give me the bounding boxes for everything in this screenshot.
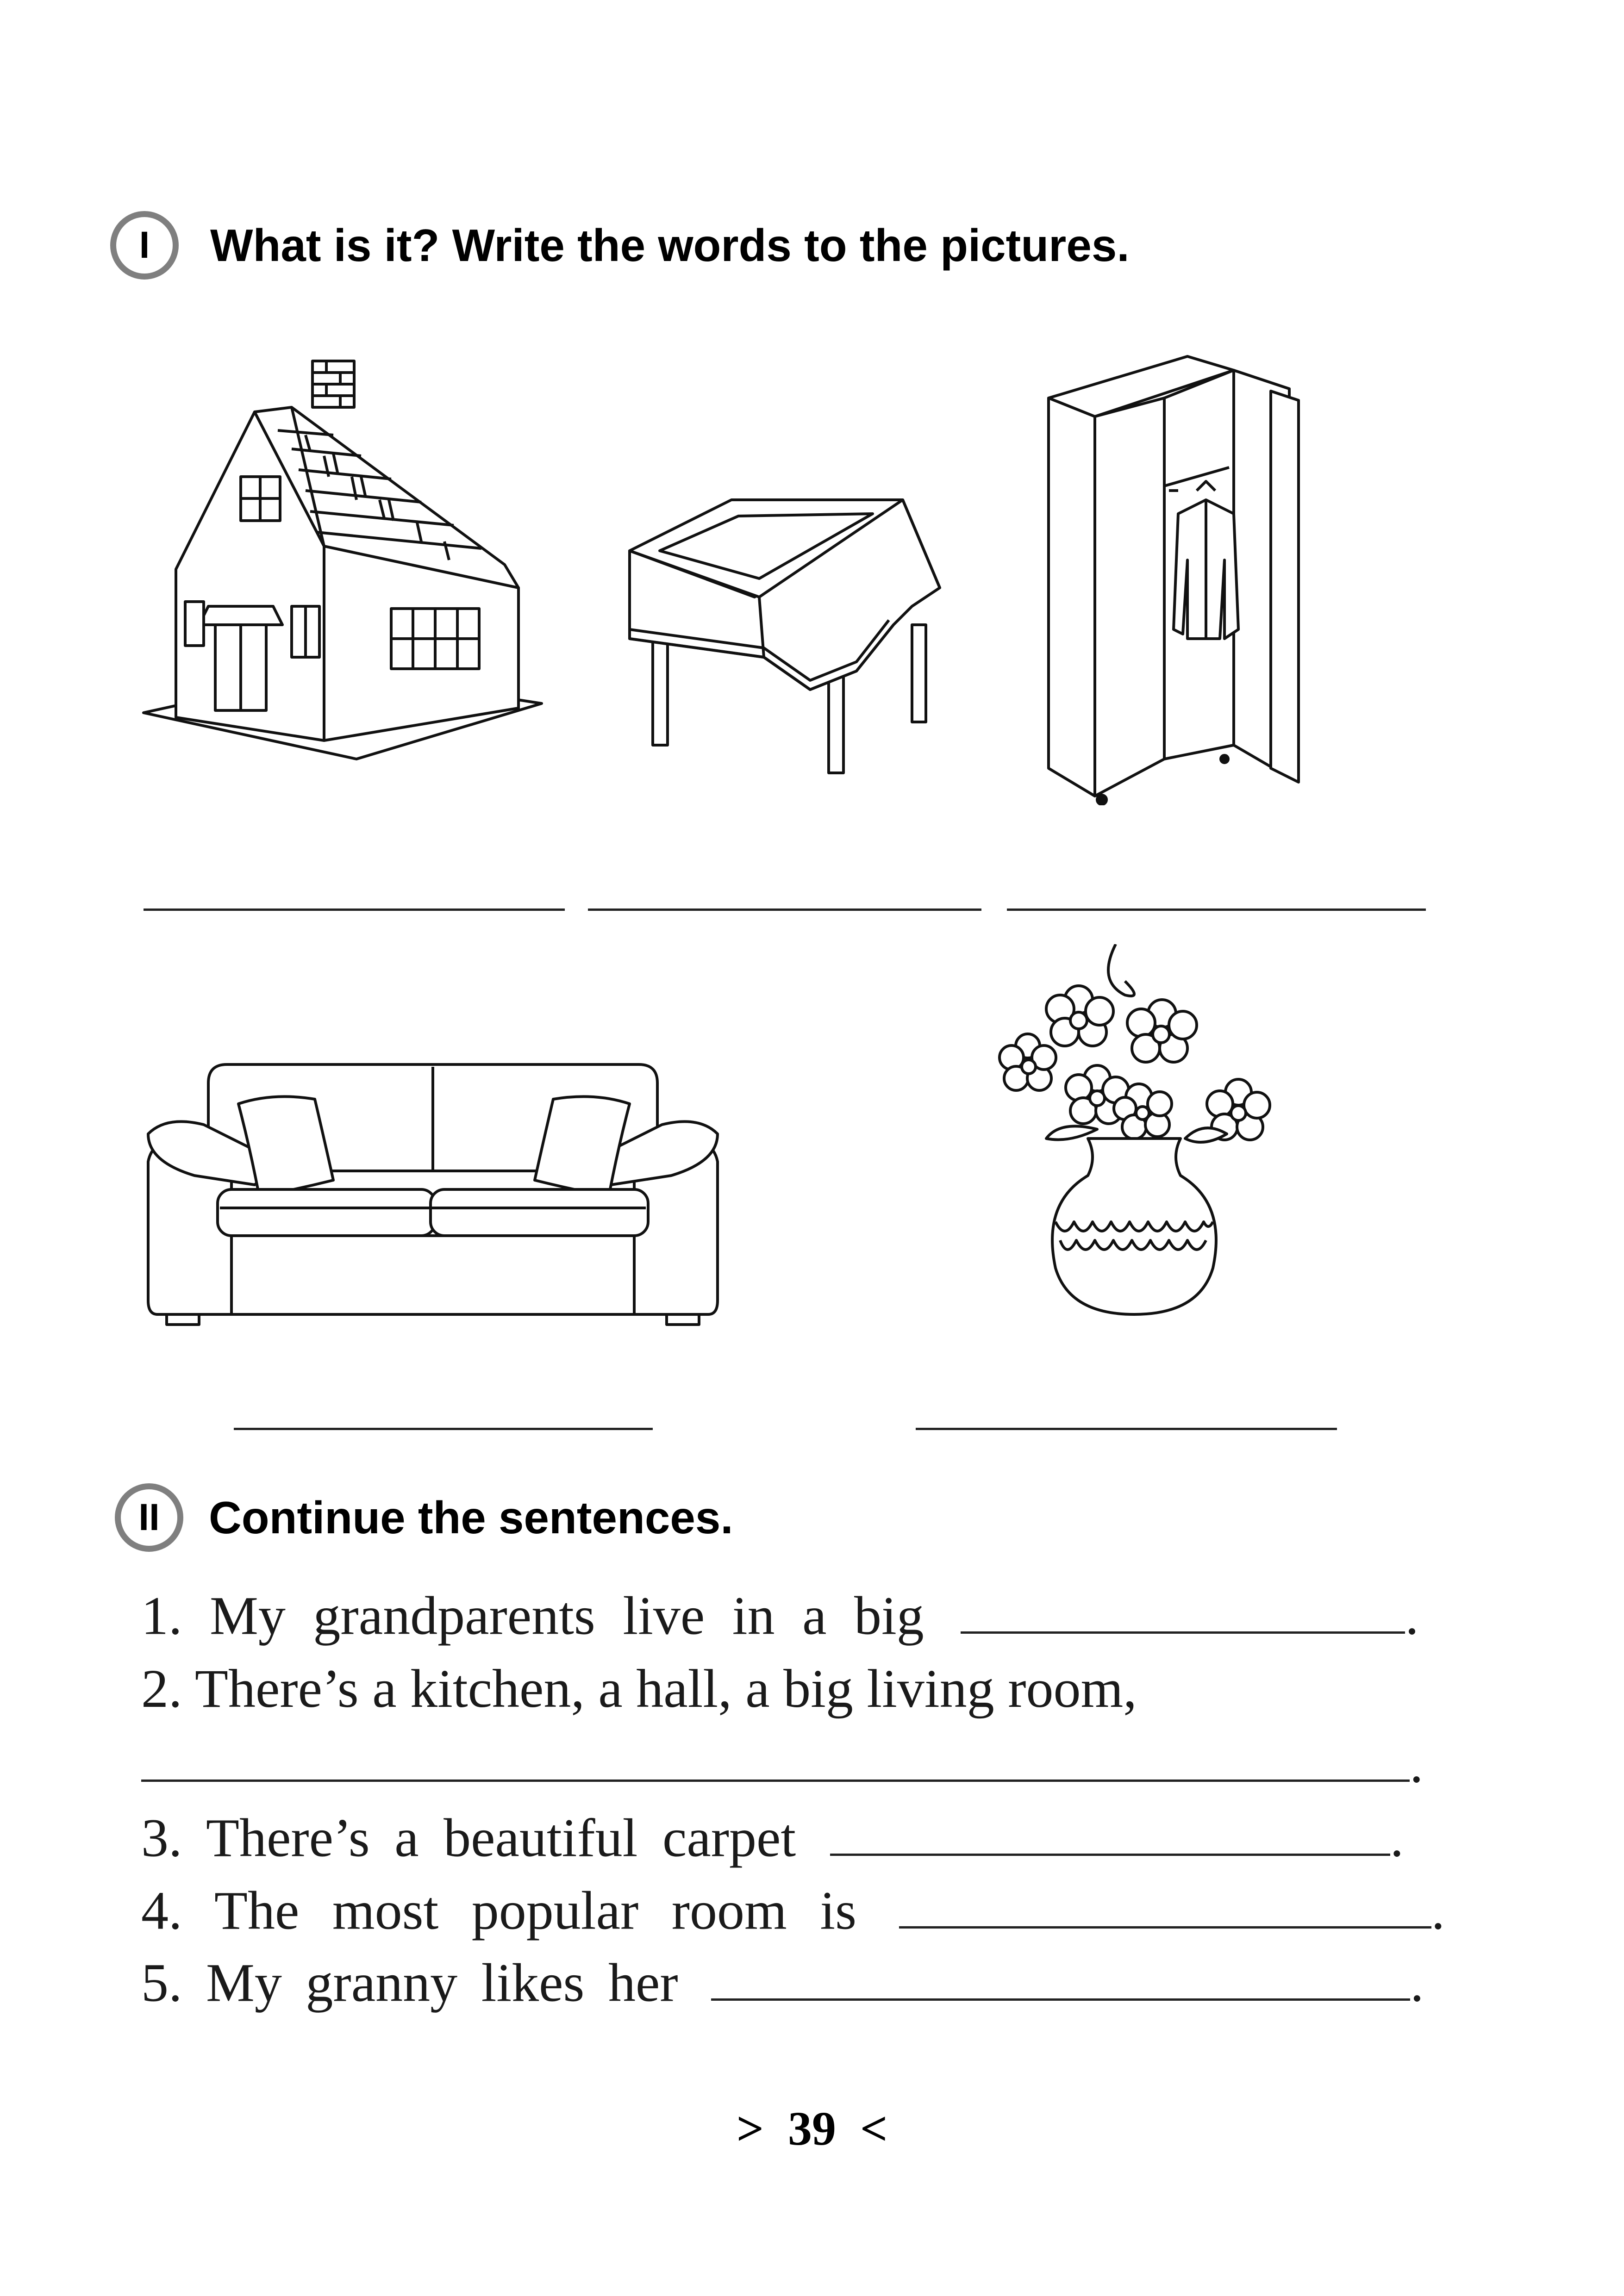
sentence-5-end: . xyxy=(1410,1952,1424,2013)
exercise-2-instruction: Continue the sentences. xyxy=(209,1492,733,1543)
sentence-4-blank[interactable] xyxy=(899,1880,1431,1929)
sentence-1-blank[interactable] xyxy=(961,1585,1405,1634)
sentence-2-continuation xyxy=(141,1733,1424,1794)
exercise-1-heading xyxy=(110,211,1130,280)
sentence-3-text: 3. There’s a beautiful carpet xyxy=(141,1807,796,1868)
exercise-2-heading xyxy=(115,1483,733,1552)
sentence-2 xyxy=(141,1658,1137,1719)
answer-line-house[interactable] xyxy=(144,908,565,911)
sofa-picture xyxy=(139,1055,727,1328)
sentence-5 xyxy=(141,1952,1424,2013)
sentence-2-end: . xyxy=(1410,1733,1424,1794)
house-picture xyxy=(139,352,546,768)
exercise-1-number-badge: I xyxy=(110,211,179,280)
sentence-4 xyxy=(141,1880,1445,1941)
answer-line-sofa[interactable] xyxy=(234,1428,653,1430)
sentence-5-blank[interactable] xyxy=(711,1952,1410,2001)
sentence-1 xyxy=(141,1585,1419,1646)
sentence-4-text: 4. The most popular room is xyxy=(141,1880,857,1941)
page-number: > 39 < xyxy=(736,2102,888,2155)
exercise-2-number-badge: II xyxy=(115,1483,183,1552)
sentence-2-blank[interactable] xyxy=(141,1733,1410,1782)
answer-line-table[interactable] xyxy=(588,908,981,911)
vase-with-flowers-picture xyxy=(986,944,1310,1324)
sentence-2-text: 2. There’s a kitchen, a hall, a big living room, xyxy=(141,1658,1137,1719)
sentence-1-end: . xyxy=(1405,1585,1419,1646)
answer-line-wardrobe[interactable] xyxy=(1007,908,1426,911)
wardrobe-picture xyxy=(1039,352,1326,805)
sentence-3-end: . xyxy=(1390,1807,1404,1868)
sentence-1-text: 1. My grandparents live in a big xyxy=(141,1585,924,1646)
exercise-1-instruction: What is it? Write the words to the pictures. xyxy=(210,219,1130,271)
sentence-4-end: . xyxy=(1431,1880,1445,1941)
sentence-3 xyxy=(141,1807,1404,1868)
sentence-3-blank[interactable] xyxy=(830,1807,1390,1856)
table-picture xyxy=(616,472,958,778)
sentence-5-text: 5. My granny likes her xyxy=(141,1952,678,2013)
answer-line-vase[interactable] xyxy=(916,1428,1337,1430)
